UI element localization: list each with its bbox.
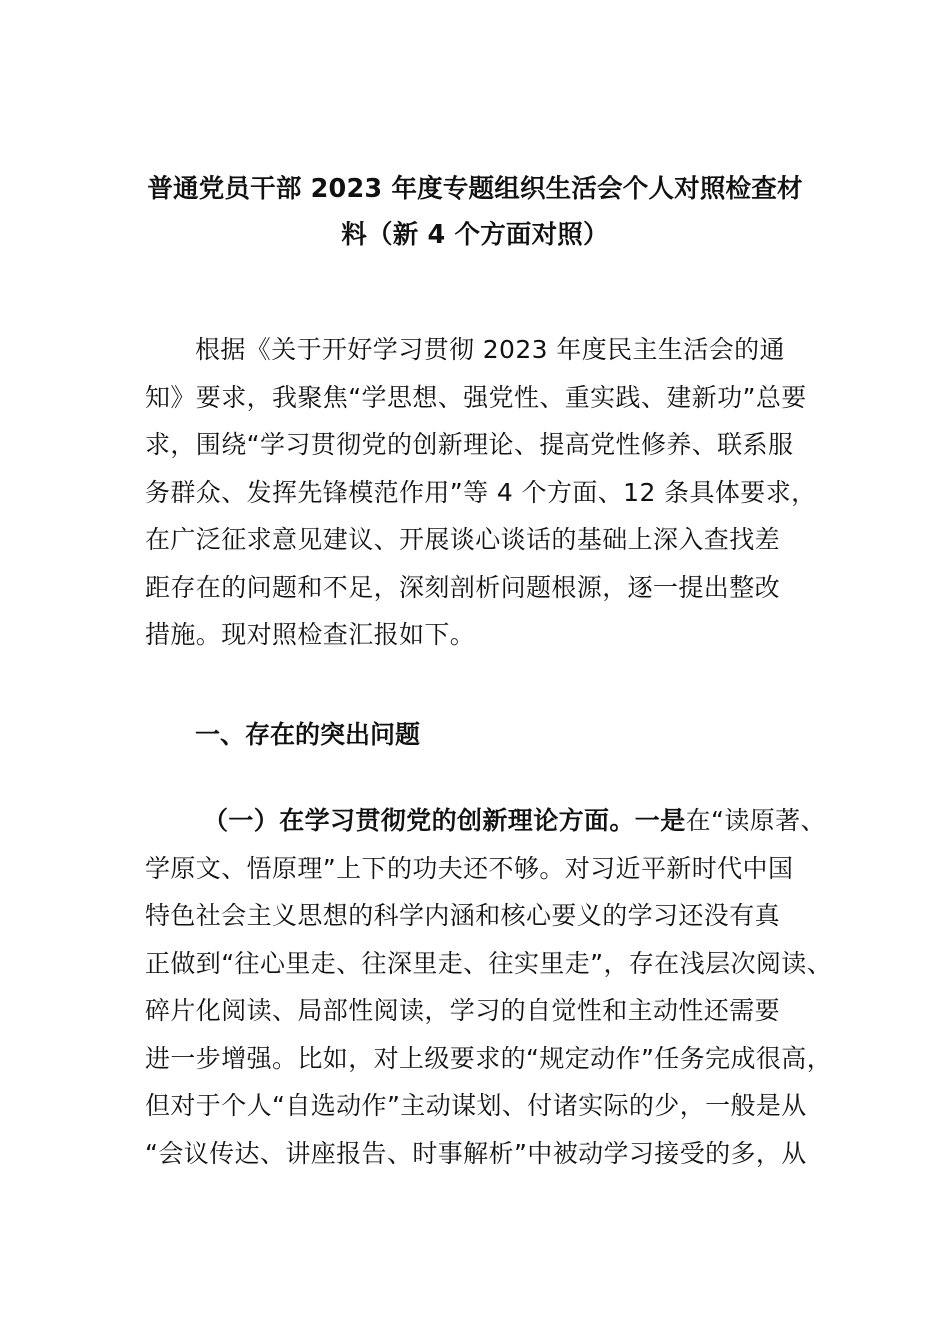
intro-line-4: 务群众、发挥先锋模范作用”等 4 个方面、12 条具体要求， bbox=[145, 477, 817, 507]
subsection-line-1 bbox=[145, 797, 825, 845]
intro-line-6: 距存在的问题和不足，深刻剖析问题根源，逐一提出整改 bbox=[145, 572, 781, 602]
subsection-paragraph-1 bbox=[145, 797, 833, 1177]
subsection-line-6: 进一步增强。比如，对上级要求的“规定动作”任务完成很高， bbox=[145, 1043, 833, 1073]
intro-line-1: 根据《关于开好学习贯彻 2023 年度民主生活会的通 bbox=[195, 335, 785, 364]
subsection-line-3: 特色社会主义思想的科学内涵和核心要义的学习还没有真 bbox=[145, 901, 781, 930]
intro-line-7: 措施。现对照检查汇报如下。 bbox=[145, 620, 476, 649]
intro-line-5: 在广泛征求意见建议、开展谈心谈话的基础上深入查找差 bbox=[145, 525, 781, 554]
subsection-line-7: 但对于个人“自选动作”主动谋划、付诸实际的少，一般是从 bbox=[145, 1091, 807, 1120]
subsection-line-8: “会议传达、讲座报告、时事解析”中被动学习接受的多，从 bbox=[145, 1138, 807, 1168]
intro-paragraph bbox=[145, 326, 825, 659]
title-line-1: 普通党员干部 2023 年度专题组织生活会个人对照检查材 bbox=[147, 174, 803, 204]
subsection-line-5: 碎片化阅读、局部性阅读，学习的自觉性和主动性还需要 bbox=[145, 996, 781, 1025]
subsection-lead-rest: 在“读原著、 bbox=[685, 806, 826, 835]
subsection-line-4: 正做到“往心里走、往深里走、往实里走”，存在浅层次阅读、 bbox=[145, 948, 833, 978]
subsection-line-2: 学原文、悟原理”上下的功夫还不够。对习近平新时代中国 bbox=[145, 853, 794, 883]
intro-line-3: 求，围绕“学习贯彻党的创新理论、提高党性修养、联系服 bbox=[145, 430, 794, 459]
section-heading-1: 一、存在的突出问题 bbox=[195, 720, 421, 749]
title-line-2: 料（新 4 个方面对照） bbox=[341, 220, 609, 250]
document-title bbox=[140, 166, 810, 258]
intro-line-2: 知》要求，我聚焦“学思想、强党性、重实践、建新功”总要 bbox=[145, 382, 807, 412]
subsection-lead-bold: （一）在学习贯彻党的创新理论方面。一是 bbox=[203, 806, 686, 835]
